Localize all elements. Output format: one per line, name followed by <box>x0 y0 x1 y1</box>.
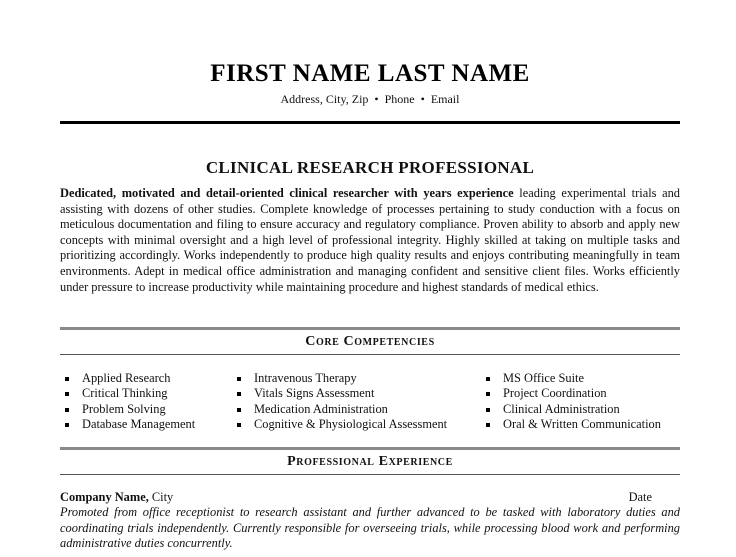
bullet-icon <box>486 408 490 412</box>
competency-item: Critical Thinking <box>60 386 195 401</box>
job-description: Promoted from office receptionist to research assistant and further advanced to be tasked with laboratory duties and coordinating trials independently. Currently responsible for overseeing trials, while processing blood work and performing administrative duties concurrently. <box>60 505 680 551</box>
competency-item: Problem Solving <box>60 402 195 417</box>
experience-top-rule <box>60 447 680 450</box>
experience-heading: Professional Experience <box>287 454 453 469</box>
bullet-icon <box>65 423 69 427</box>
experience-bottom-rule <box>60 474 680 475</box>
competency-item: Applied Research <box>60 371 195 386</box>
competencies-column-3 <box>481 371 661 433</box>
company-city: City <box>148 490 174 504</box>
bullet-icon <box>237 423 241 427</box>
competency-item: Intravenous Therapy <box>232 371 447 386</box>
summary-body: leading experimental trials and assisting with dozens of other studies. Complete knowledge of processes pertaining to study conduction with a focus on meticulous documentation and filing to ensure accuracy and regulatory compliance. Proven ability to absorb and apply new concepts with minimal oversight and a high level of professional integrity. Highly skilled at taking on multiple tasks and prioritizing accordingly. Works independently to produce high quality results and enjoys contributing meaningfully in team environments. Adept in medical office administration and managing confident and sensitive client files. Works efficiently under pressure to increase productivity while maintaining procedure and highest standards of medical ethics. <box>60 186 680 294</box>
contact-separator: • <box>420 92 425 106</box>
bullet-icon <box>237 408 241 412</box>
bullet-icon <box>486 377 490 381</box>
competency-item: MS Office Suite <box>481 371 661 386</box>
bullet-icon <box>237 377 241 381</box>
competency-item: Cognitive & Physiological Assessment <box>232 417 447 432</box>
summary-paragraph <box>60 186 680 295</box>
bullet-icon <box>65 392 69 396</box>
contact-line <box>60 92 680 107</box>
summary-lead: Dedicated, motivated and detail-oriented clinical researcher with years experience <box>60 186 514 200</box>
candidate-name: FIRST NAME LAST NAME <box>210 60 530 87</box>
competency-item: Medication Administration <box>232 402 447 417</box>
competencies-column-2 <box>232 371 447 433</box>
competencies-column-1 <box>60 371 195 433</box>
competency-item: Project Coordination <box>481 386 661 401</box>
competencies-bottom-rule <box>60 354 680 355</box>
header-divider <box>60 121 680 124</box>
bullet-icon <box>65 377 69 381</box>
professional-title: CLINICAL RESEARCH PROFESSIONAL <box>205 158 535 177</box>
bullet-icon <box>65 408 69 412</box>
resume-page <box>60 0 680 557</box>
bullet-icon <box>486 392 490 396</box>
job-header <box>60 490 680 505</box>
competency-item: Database Management <box>60 417 195 432</box>
contact-email: Email <box>430 92 460 106</box>
job-date: Date <box>628 490 652 504</box>
competency-item: Clinical Administration <box>481 402 661 417</box>
competency-item: Vitals Signs Assessment <box>232 386 447 401</box>
competencies-top-rule <box>60 327 680 330</box>
contact-address: Address, City, Zip <box>280 92 369 106</box>
contact-separator: • <box>374 92 379 106</box>
contact-phone: Phone <box>384 92 415 106</box>
bullet-icon <box>486 423 490 427</box>
competency-item: Oral & Written Communication <box>481 417 661 432</box>
bullet-icon <box>237 392 241 396</box>
competencies-heading: Core Competencies <box>305 334 435 349</box>
company-name: Company Name, <box>60 490 149 504</box>
